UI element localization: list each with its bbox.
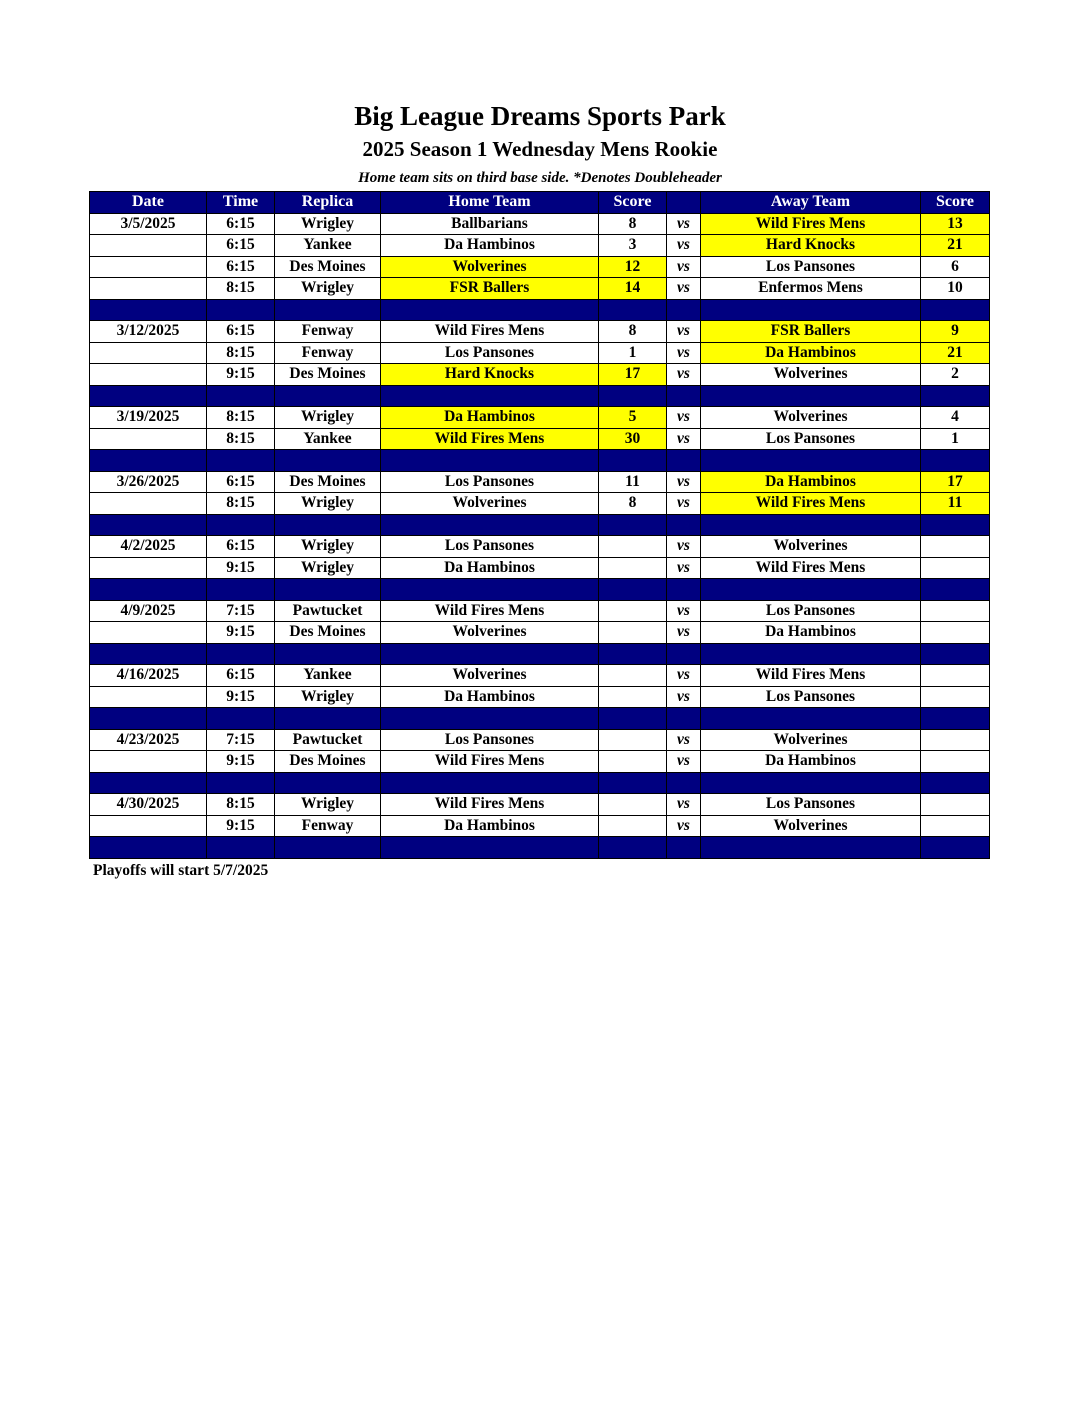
vs-label: vs [667, 600, 701, 622]
home-score [599, 622, 667, 644]
game-row [90, 235, 990, 257]
home-score: 3 [599, 235, 667, 257]
away-score [921, 622, 990, 644]
divider-cell [381, 514, 599, 536]
away-team: Wolverines [701, 815, 921, 837]
divider-cell [667, 772, 701, 794]
divider-cell [921, 385, 990, 407]
page-subtitle: 2025 Season 1 Wednesday Mens Rookie [362, 137, 718, 161]
vs-label: vs [667, 557, 701, 579]
home-score [599, 751, 667, 773]
divider-cell [921, 837, 990, 859]
away-team: Los Pansones [701, 686, 921, 708]
playoffs-note: Playoffs will start 5/7/2025 [93, 862, 269, 879]
home-score: 5 [599, 407, 667, 429]
home-team: Los Pansones [381, 536, 599, 558]
col-header-date: Date [90, 192, 207, 214]
home-team: Da Hambinos [381, 407, 599, 429]
game-time: 6:15 [207, 471, 275, 493]
home-score: 1 [599, 342, 667, 364]
divider-cell [90, 772, 207, 794]
divider-cell [921, 299, 990, 321]
home-team: Wild Fires Mens [381, 428, 599, 450]
game-replica-field: Des Moines [275, 622, 381, 644]
away-score [921, 557, 990, 579]
away-score: 1 [921, 428, 990, 450]
away-team: Los Pansones [701, 600, 921, 622]
game-date: 4/2/2025 [90, 536, 207, 558]
divider-cell [275, 837, 381, 859]
game-replica-field: Fenway [275, 321, 381, 343]
divider-cell [90, 385, 207, 407]
vs-label: vs [667, 665, 701, 687]
game-time: 6:15 [207, 665, 275, 687]
divider-cell [667, 579, 701, 601]
away-score: 4 [921, 407, 990, 429]
game-replica-field: Wrigley [275, 686, 381, 708]
col-header-vs [667, 192, 701, 214]
home-team: Los Pansones [381, 729, 599, 751]
week-divider-row [90, 708, 990, 730]
vs-label: vs [667, 815, 701, 837]
divider-cell [381, 450, 599, 472]
home-score [599, 729, 667, 751]
game-time: 7:15 [207, 600, 275, 622]
home-team: Da Hambinos [381, 686, 599, 708]
game-replica-field: Yankee [275, 665, 381, 687]
game-time: 9:15 [207, 686, 275, 708]
home-score [599, 536, 667, 558]
divider-cell [207, 579, 275, 601]
game-date [90, 256, 207, 278]
page-title: Big League Dreams Sports Park [354, 101, 726, 131]
week-divider-row [90, 385, 990, 407]
divider-cell [701, 643, 921, 665]
game-date: 3/19/2025 [90, 407, 207, 429]
game-replica-field: Wrigley [275, 536, 381, 558]
away-score: 9 [921, 321, 990, 343]
divider-cell [275, 514, 381, 536]
divider-cell [921, 772, 990, 794]
game-time: 6:15 [207, 256, 275, 278]
home-score: 14 [599, 278, 667, 300]
divider-cell [667, 514, 701, 536]
game-time: 9:15 [207, 751, 275, 773]
game-row [90, 256, 990, 278]
home-score: 8 [599, 493, 667, 515]
game-replica-field: Pawtucket [275, 600, 381, 622]
away-team: Wolverines [701, 729, 921, 751]
game-time: 6:15 [207, 536, 275, 558]
game-replica-field: Fenway [275, 815, 381, 837]
divider-cell [381, 708, 599, 730]
divider-cell [599, 643, 667, 665]
week-divider-row [90, 579, 990, 601]
game-date [90, 278, 207, 300]
vs-label: vs [667, 213, 701, 235]
week-divider-row [90, 837, 990, 859]
away-score: 11 [921, 493, 990, 515]
divider-cell [599, 837, 667, 859]
game-date: 3/12/2025 [90, 321, 207, 343]
game-row [90, 557, 990, 579]
divider-cell [921, 579, 990, 601]
week-divider-row [90, 514, 990, 536]
week-divider-row [90, 299, 990, 321]
away-score: 21 [921, 235, 990, 257]
divider-cell [921, 514, 990, 536]
divider-cell [381, 299, 599, 321]
game-replica-field: Wrigley [275, 407, 381, 429]
game-time: 9:15 [207, 364, 275, 386]
divider-cell [90, 579, 207, 601]
divider-cell [90, 643, 207, 665]
away-score: 13 [921, 213, 990, 235]
vs-label: vs [667, 729, 701, 751]
game-date: 3/5/2025 [90, 213, 207, 235]
game-time: 6:15 [207, 213, 275, 235]
away-team: Da Hambinos [701, 751, 921, 773]
col-header-away-team: Away Team [701, 192, 921, 214]
divider-cell [921, 450, 990, 472]
home-score: 30 [599, 428, 667, 450]
divider-cell [701, 450, 921, 472]
divider-cell [701, 385, 921, 407]
game-row [90, 321, 990, 343]
divider-cell [599, 772, 667, 794]
vs-label: vs [667, 256, 701, 278]
divider-cell [599, 579, 667, 601]
game-time: 8:15 [207, 407, 275, 429]
game-date: 4/30/2025 [90, 794, 207, 816]
away-team: Da Hambinos [701, 471, 921, 493]
divider-cell [381, 643, 599, 665]
game-time: 8:15 [207, 794, 275, 816]
week-divider-row [90, 643, 990, 665]
home-team: Wolverines [381, 665, 599, 687]
divider-cell [381, 772, 599, 794]
game-date [90, 364, 207, 386]
game-date [90, 622, 207, 644]
home-team: Los Pansones [381, 342, 599, 364]
game-date: 4/23/2025 [90, 729, 207, 751]
divider-cell [207, 708, 275, 730]
home-score: 12 [599, 256, 667, 278]
divider-cell [90, 837, 207, 859]
away-team: Los Pansones [701, 794, 921, 816]
home-team: Wolverines [381, 622, 599, 644]
divider-cell [207, 643, 275, 665]
divider-cell [599, 299, 667, 321]
divider-cell [275, 299, 381, 321]
divider-cell [701, 514, 921, 536]
away-score [921, 751, 990, 773]
vs-label: vs [667, 364, 701, 386]
game-time: 7:15 [207, 729, 275, 751]
game-replica-field: Yankee [275, 428, 381, 450]
game-row [90, 493, 990, 515]
game-time: 9:15 [207, 622, 275, 644]
away-score: 6 [921, 256, 990, 278]
game-replica-field: Wrigley [275, 278, 381, 300]
game-row [90, 342, 990, 364]
home-score: 8 [599, 213, 667, 235]
divider-cell [207, 514, 275, 536]
game-row [90, 751, 990, 773]
divider-cell [207, 385, 275, 407]
divider-cell [667, 450, 701, 472]
divider-cell [599, 514, 667, 536]
divider-cell [921, 643, 990, 665]
divider-cell [381, 837, 599, 859]
vs-label: vs [667, 407, 701, 429]
game-row [90, 428, 990, 450]
away-team: Wild Fires Mens [701, 493, 921, 515]
home-score [599, 600, 667, 622]
divider-cell [667, 643, 701, 665]
col-header-home-team: Home Team [381, 192, 599, 214]
away-team: Wolverines [701, 364, 921, 386]
game-date [90, 686, 207, 708]
home-score: 11 [599, 471, 667, 493]
vs-label: vs [667, 686, 701, 708]
game-replica-field: Yankee [275, 235, 381, 257]
home-team-note: Home team sits on third base side. *Denotes Doubleheader [358, 170, 722, 186]
divider-cell [667, 708, 701, 730]
away-team: Wild Fires Mens [701, 665, 921, 687]
divider-cell [667, 837, 701, 859]
divider-cell [701, 837, 921, 859]
divider-cell [701, 579, 921, 601]
game-replica-field: Des Moines [275, 471, 381, 493]
divider-cell [90, 708, 207, 730]
divider-cell [90, 514, 207, 536]
divider-cell [275, 579, 381, 601]
away-score: 17 [921, 471, 990, 493]
home-team: FSR Ballers [381, 278, 599, 300]
game-row [90, 794, 990, 816]
vs-label: vs [667, 622, 701, 644]
game-replica-field: Fenway [275, 342, 381, 364]
game-date [90, 342, 207, 364]
away-score: 10 [921, 278, 990, 300]
game-row [90, 686, 990, 708]
home-team: Da Hambinos [381, 557, 599, 579]
away-team: Los Pansones [701, 256, 921, 278]
divider-cell [381, 579, 599, 601]
vs-label: vs [667, 536, 701, 558]
game-time: 8:15 [207, 428, 275, 450]
game-replica-field: Des Moines [275, 256, 381, 278]
divider-cell [599, 708, 667, 730]
away-team: Wild Fires Mens [701, 213, 921, 235]
game-row [90, 407, 990, 429]
game-row [90, 213, 990, 235]
home-team: Wild Fires Mens [381, 600, 599, 622]
home-score [599, 665, 667, 687]
away-score [921, 536, 990, 558]
divider-cell [90, 450, 207, 472]
game-row [90, 278, 990, 300]
vs-label: vs [667, 428, 701, 450]
game-row [90, 665, 990, 687]
game-date [90, 557, 207, 579]
home-team: Wolverines [381, 493, 599, 515]
game-date: 4/9/2025 [90, 600, 207, 622]
home-score [599, 815, 667, 837]
divider-cell [921, 708, 990, 730]
home-score: 8 [599, 321, 667, 343]
game-time: 6:15 [207, 235, 275, 257]
divider-cell [207, 772, 275, 794]
divider-cell [701, 299, 921, 321]
away-score: 2 [921, 364, 990, 386]
away-team: Da Hambinos [701, 622, 921, 644]
home-team: Los Pansones [381, 471, 599, 493]
game-date [90, 428, 207, 450]
divider-cell [381, 385, 599, 407]
game-row [90, 536, 990, 558]
game-row [90, 471, 990, 493]
away-team: Hard Knocks [701, 235, 921, 257]
divider-cell [275, 708, 381, 730]
game-date: 4/16/2025 [90, 665, 207, 687]
divider-cell [701, 772, 921, 794]
away-score [921, 600, 990, 622]
divider-cell [90, 299, 207, 321]
divider-cell [599, 385, 667, 407]
game-row [90, 729, 990, 751]
vs-label: vs [667, 794, 701, 816]
header-row [90, 192, 990, 214]
away-team: Da Hambinos [701, 342, 921, 364]
home-team: Da Hambinos [381, 815, 599, 837]
away-score [921, 794, 990, 816]
divider-cell [667, 385, 701, 407]
divider-cell [207, 450, 275, 472]
game-date [90, 235, 207, 257]
divider-cell [667, 299, 701, 321]
col-header-home-score: Score [599, 192, 667, 214]
game-date: 3/26/2025 [90, 471, 207, 493]
game-row [90, 622, 990, 644]
home-team: Ballbarians [381, 213, 599, 235]
away-team: Wolverines [701, 407, 921, 429]
divider-cell [275, 643, 381, 665]
game-replica-field: Wrigley [275, 794, 381, 816]
home-team: Hard Knocks [381, 364, 599, 386]
game-row [90, 364, 990, 386]
week-divider-row [90, 772, 990, 794]
away-score [921, 686, 990, 708]
vs-label: vs [667, 751, 701, 773]
vs-label: vs [667, 471, 701, 493]
away-team: FSR Ballers [701, 321, 921, 343]
vs-label: vs [667, 342, 701, 364]
game-row [90, 600, 990, 622]
away-team: Enfermos Mens [701, 278, 921, 300]
schedule-table [89, 191, 990, 859]
game-time: 8:15 [207, 342, 275, 364]
game-replica-field: Wrigley [275, 557, 381, 579]
game-replica-field: Wrigley [275, 493, 381, 515]
divider-cell [599, 450, 667, 472]
divider-cell [275, 450, 381, 472]
divider-cell [701, 708, 921, 730]
home-team: Wolverines [381, 256, 599, 278]
vs-label: vs [667, 235, 701, 257]
col-header-away-score: Score [921, 192, 990, 214]
divider-cell [207, 837, 275, 859]
home-team: Wild Fires Mens [381, 751, 599, 773]
away-team: Wild Fires Mens [701, 557, 921, 579]
week-divider-row [90, 450, 990, 472]
game-time: 8:15 [207, 493, 275, 515]
away-score [921, 665, 990, 687]
col-header-time: Time [207, 192, 275, 214]
game-replica-field: Des Moines [275, 364, 381, 386]
game-time: 9:15 [207, 815, 275, 837]
home-team: Wild Fires Mens [381, 794, 599, 816]
game-row [90, 815, 990, 837]
divider-cell [275, 772, 381, 794]
vs-label: vs [667, 493, 701, 515]
game-replica-field: Pawtucket [275, 729, 381, 751]
game-time: 6:15 [207, 321, 275, 343]
game-date [90, 815, 207, 837]
game-time: 9:15 [207, 557, 275, 579]
away-score: 21 [921, 342, 990, 364]
away-team: Wolverines [701, 536, 921, 558]
home-score: 17 [599, 364, 667, 386]
game-date [90, 493, 207, 515]
divider-cell [207, 299, 275, 321]
home-team: Wild Fires Mens [381, 321, 599, 343]
away-score [921, 815, 990, 837]
game-date [90, 751, 207, 773]
schedule-body [90, 213, 990, 858]
home-team: Da Hambinos [381, 235, 599, 257]
divider-cell [275, 385, 381, 407]
home-score [599, 794, 667, 816]
home-score [599, 686, 667, 708]
away-team: Los Pansones [701, 428, 921, 450]
vs-label: vs [667, 278, 701, 300]
game-replica-field: Wrigley [275, 213, 381, 235]
away-score [921, 729, 990, 751]
col-header-replica: Replica [275, 192, 381, 214]
home-score [599, 557, 667, 579]
game-replica-field: Des Moines [275, 751, 381, 773]
game-time: 8:15 [207, 278, 275, 300]
vs-label: vs [667, 321, 701, 343]
